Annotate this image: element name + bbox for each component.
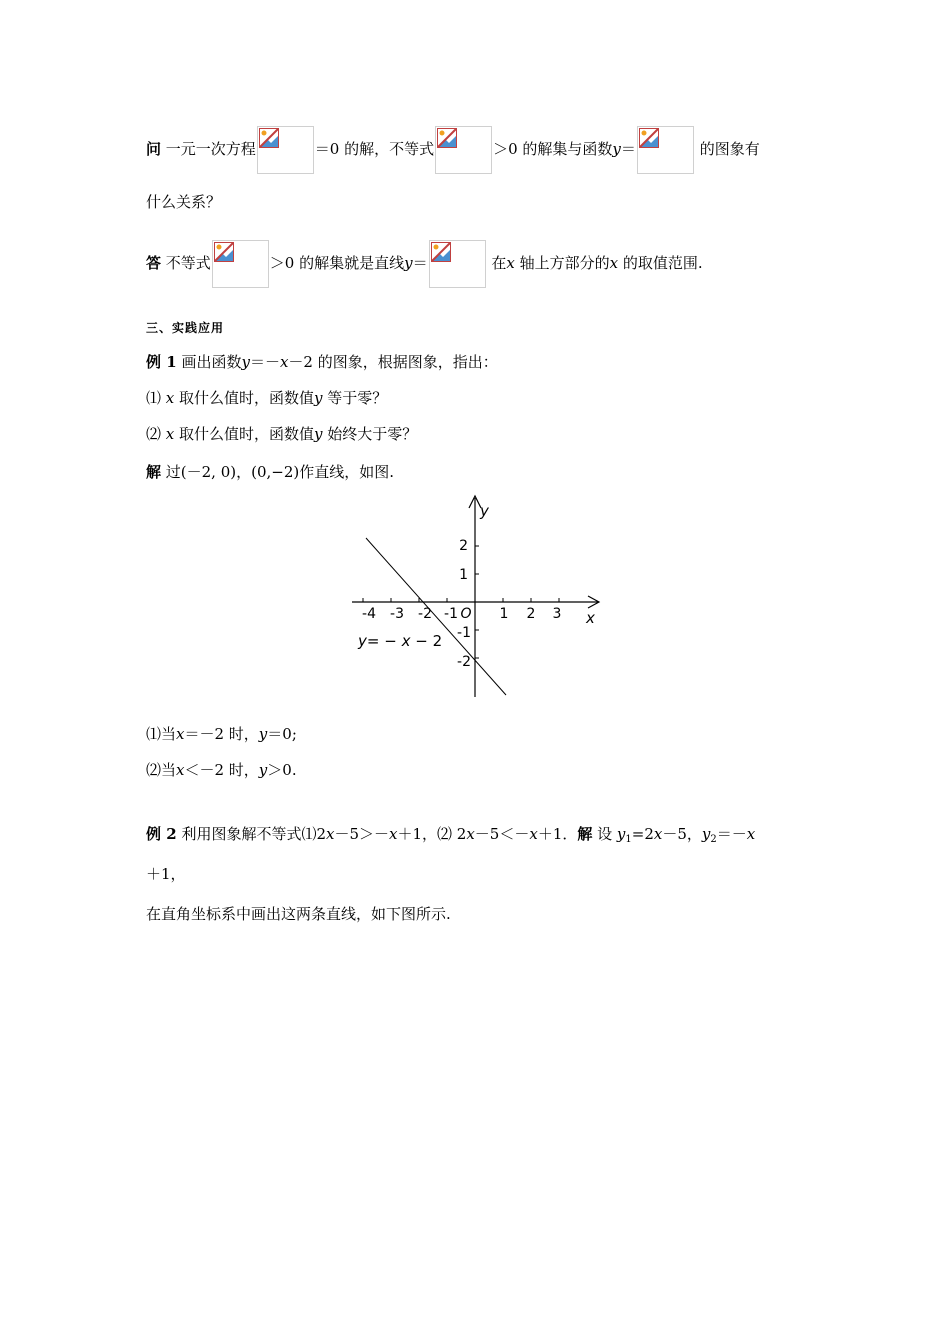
broken-image-icon [437,128,457,148]
example-2-statement: 例 2 利用图象解不等式⑴2x－5＞－x＋1，⑵ 2x－5＜－x＋1．解 设 $y_1=2x-5$，$y_2=-x$ [146,825,756,845]
example-1-question-1: ⑴ x 取什么值时，函数值y 等于零？ [146,389,388,407]
x-tick-label: -2 [418,606,432,622]
y-axis-label: y [480,502,489,520]
section-title: 三、实践应用 [146,321,225,335]
x-axis-label: x [586,609,595,627]
line-label: y= − x − 2 [358,632,443,650]
y-tick-label: 1 [459,567,468,583]
image-placeholder [212,240,269,288]
example-1-result-2: ⑵当x＜－2 时，y＞0. [146,761,297,779]
example-1-question-2: ⑵ x 取什么值时，函数值y 始终大于零？ [146,425,418,443]
x-tick-label: 3 [552,606,562,622]
example-1-solution: 解 过(－2, 0)，(0,−2)作直线，如图. [146,463,395,481]
example-2-instruction: 在直角坐标系中画出这两条直线，如下图所示. [146,905,451,923]
example-1-result-1: ⑴当x＝－2 时，y＝0; [146,725,297,743]
y-tick-label: 2 [459,538,468,554]
question-line-2: 什么关系？ [146,193,222,211]
question-line-1: 问 一元一次方程 ＝0 的解，不等式 ＞0 的解集与函数y＝ 的图象有 [146,124,760,174]
example-1-statement: 例 1 画出函数y＝－x－2 的图象，根据图象，指出： [146,353,498,371]
question-label: 问 [146,140,162,158]
x-tick-label: -1 [444,606,458,622]
solution-label: 解 [146,463,162,481]
answer-label: 答 [146,254,162,272]
example-1-label: 例 1 [146,353,177,371]
x-tick-label: 2 [526,606,536,622]
example-2-statement-cont: ＋1， [146,865,186,883]
solution-label: 解 [577,825,593,843]
broken-image-icon [214,242,234,262]
x-tick-label: 1 [499,606,509,622]
example-2-label: 例 2 [146,825,177,843]
x-tick-label: -4 [362,606,376,622]
image-placeholder [637,126,694,174]
function-line [366,538,506,695]
image-placeholder [257,126,314,174]
function-graph [340,492,610,702]
answer-line: 答 不等式 ＞0 的解集就是直线y＝ 在x 轴上方部分的x 的取值范围. [146,238,703,288]
y-tick-label: -2 [457,654,471,670]
image-placeholder [429,240,486,288]
origin-label: O [460,606,472,622]
broken-image-icon [259,128,279,148]
image-placeholder [435,126,492,174]
x-tick-label: -3 [390,606,404,622]
broken-image-icon [431,242,451,262]
broken-image-icon [639,128,659,148]
y-tick-label: -1 [457,625,471,641]
